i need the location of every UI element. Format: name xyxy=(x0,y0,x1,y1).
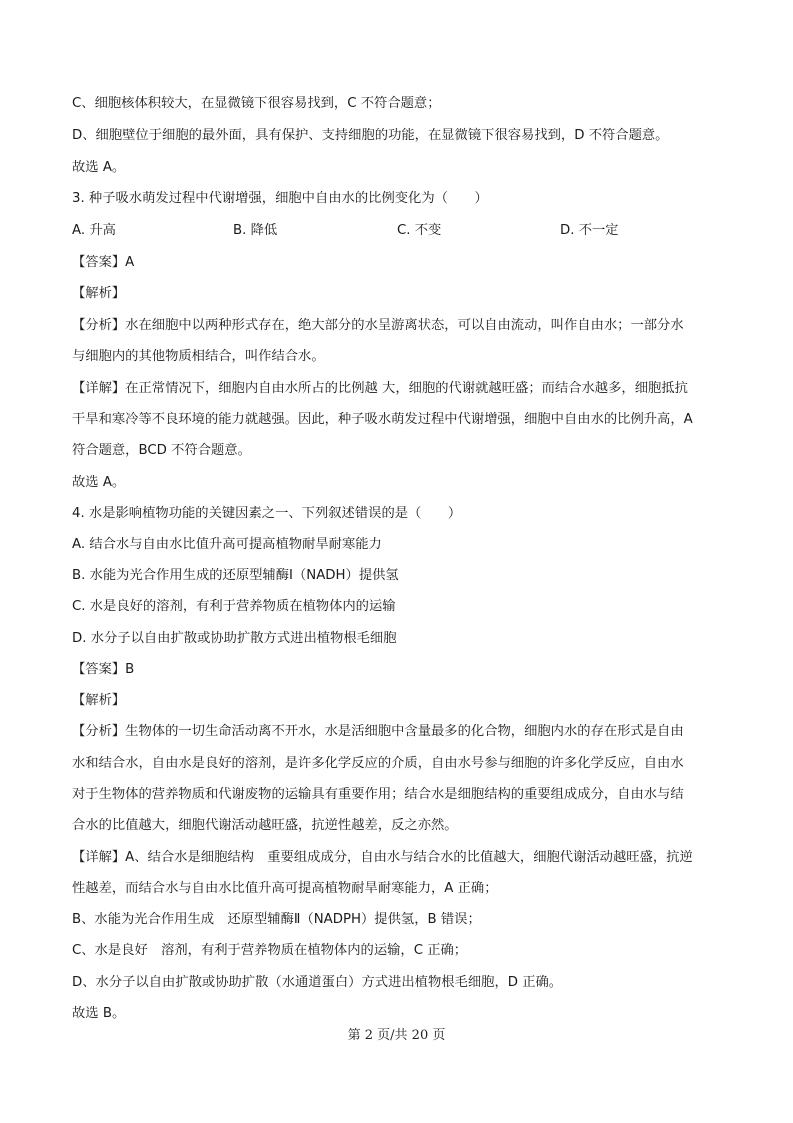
text-line: 【详解】在正常情况下，细胞内自由水所占的比例越 大，细胞的代谢就越旺盛；而结合水越多，细胞抵抗 xyxy=(72,381,688,396)
text-line: 【详解】A、结合水是细胞结构 重要组成成分，自由水与结合水的比值越大，细胞代谢活动越旺盛，抗逆 xyxy=(72,850,693,865)
text-line: B、水能为光合作用生成 还原型辅酶Ⅱ（NADPH）提供氢，B 错误； xyxy=(72,912,481,927)
text-line: 故选 A。 xyxy=(72,475,126,490)
text-line: 对于生物体的营养物质和代谢废物的运输具有重要作用；结合水是细胞结构的重要组成成分，自由水与结 xyxy=(72,787,684,802)
text-line: 故选 A。 xyxy=(72,160,126,175)
option-a: A. 结合水与自由水比值升高可提高植物耐旱耐寒能力 xyxy=(72,537,382,552)
text-line: 符合题意，BCD 不符合题意。 xyxy=(72,443,251,458)
text-line: 【分析】水在细胞中以两种形式存在，绝大部分的水呈游离状态，可以自由流动，叫作自由水；一部分水 xyxy=(72,318,684,333)
option-d: D. 不一定 xyxy=(560,223,619,238)
text-line: D、水分子以自由扩散或协助扩散（水通道蛋白）方式进出植物根毛细胞，D 正确。 xyxy=(72,975,563,990)
analysis-tag: 【解析】 xyxy=(72,286,126,301)
option-b: B. 降低 xyxy=(233,223,278,238)
option-d: D. 水分子以自由扩散或协助扩散方式进出植物根毛细胞 xyxy=(72,631,397,646)
analysis-tag: 【解析】 xyxy=(72,693,126,708)
text-line: C、细胞核体积较大，在显微镜下很容易找到，C 不符合题意； xyxy=(72,96,441,111)
text-line: 故选 B。 xyxy=(72,1006,126,1021)
question-3: 3. 种子吸水萌发过程中代谢增强，细胞中自由水的比例变化为（ ） xyxy=(72,191,488,206)
answer-tag: 【答案】A xyxy=(72,255,135,270)
answer-tag: 【答案】B xyxy=(72,662,135,677)
option-b: B. 水能为光合作用生成的还原型辅酶Ⅰ（NADH）提供氢 xyxy=(72,568,399,583)
page-footer: 第 2 页/共 20 页 xyxy=(347,1028,446,1043)
option-a: A. 升高 xyxy=(72,223,116,238)
option-c: C. 水是良好的溶剂，有利于营养物质在植物体内的运输 xyxy=(72,599,396,614)
text-line: 【分析】生物体的一切生命活动离不开水，水是活细胞中含量最多的化合物，细胞内水的存在形式是自由 xyxy=(72,724,684,739)
text-line: 水和结合水，自由水是良好的溶剂，是许多化学反应的介质，自由水号参与细胞的许多化学反应，自由水 xyxy=(72,756,684,771)
question-3-options xyxy=(72,222,732,240)
question-4: 4. 水是影响植物功能的关键因素之一、下列叙述错误的是（ ） xyxy=(72,506,462,521)
text-line: C、水是良好 溶剂，有利于营养物质在植物体内的运输，C 正确； xyxy=(72,943,468,958)
text-line: 干旱和寒冷等不良环境的能力就越强。因此，种子吸水萌发过程中代谢增强，细胞中自由水的比例升高，A xyxy=(72,412,693,427)
text-line: D、细胞壁位于细胞的最外面，具有保护、支持细胞的功能，在显微镜下很容易找到，D 不符合题意。 xyxy=(72,128,669,143)
option-c: C. 不变 xyxy=(397,223,442,238)
text-line: 性越差，而结合水与自由水比值升高可提高植物耐旱耐寒能力，A 正确； xyxy=(72,881,498,896)
text-line: 合水的比值越大，细胞代谢活动越旺盛，抗逆性越差，反之亦然。 xyxy=(72,818,458,833)
text-line: 与细胞内的其他物质相结合，叫作结合水。 xyxy=(72,349,325,364)
